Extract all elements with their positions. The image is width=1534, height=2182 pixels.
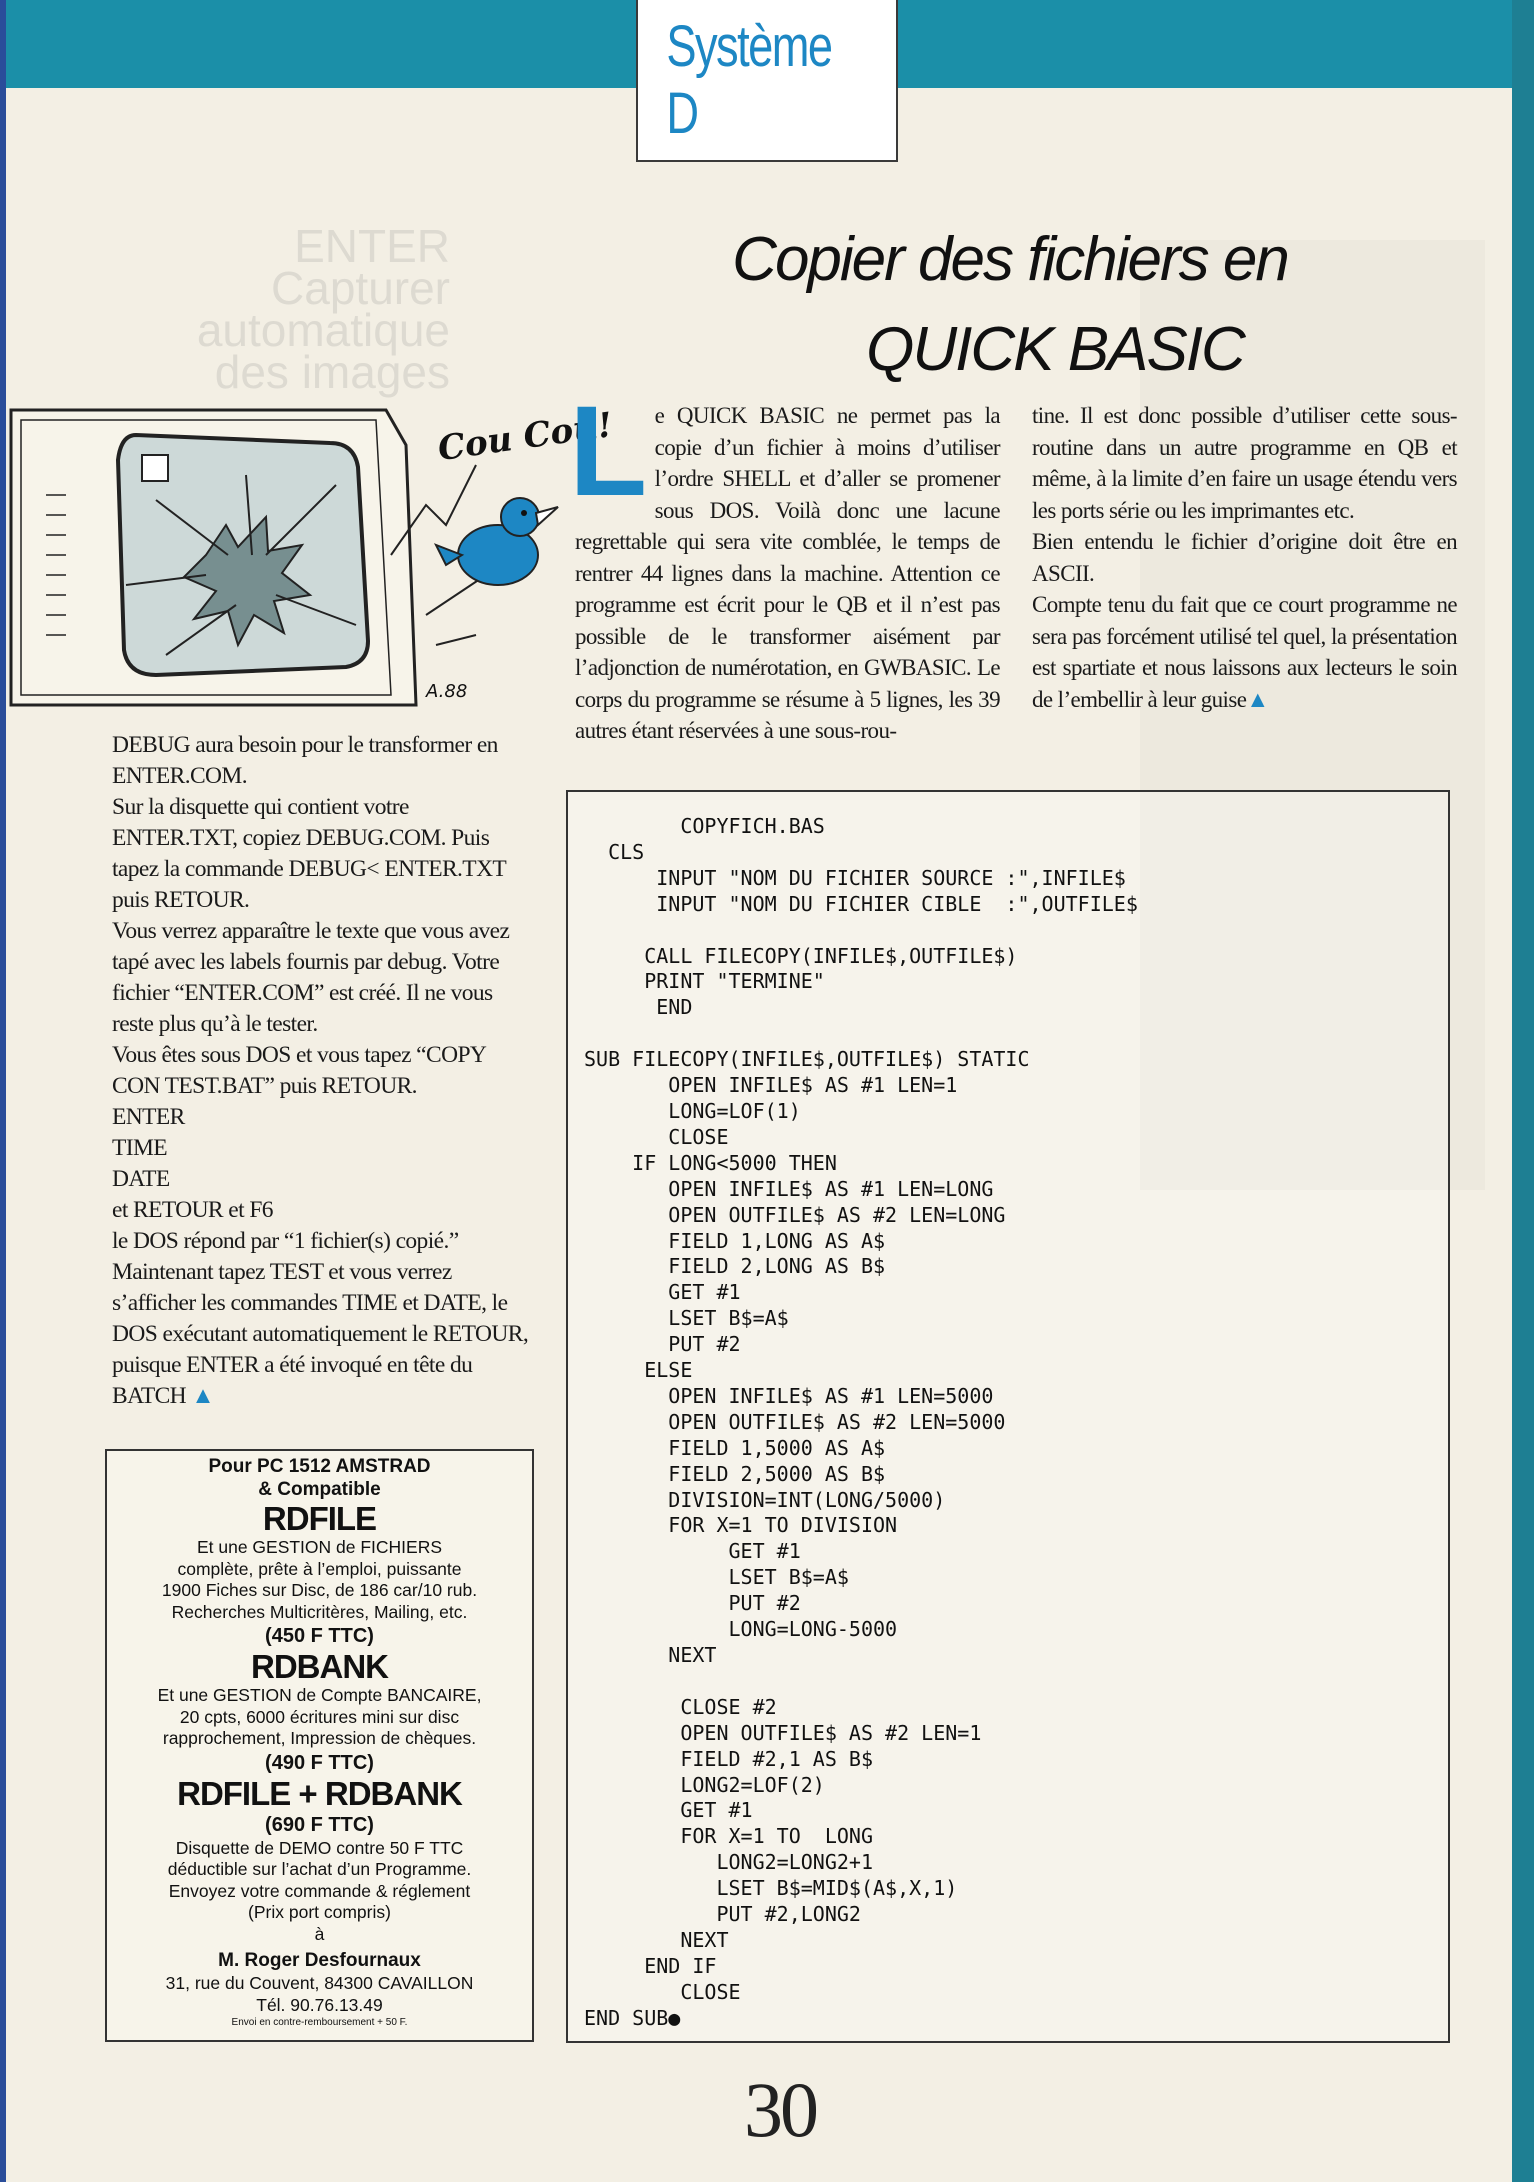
ad-text: Et une GESTION de FICHIERS bbox=[196, 1537, 443, 1557]
ad-price: (690 F TTC) bbox=[265, 1813, 374, 1836]
article-title bbox=[580, 215, 1440, 395]
ad-bundle-name: RDFILE + RDBANK bbox=[177, 1774, 462, 1812]
command-line: DATE bbox=[112, 1166, 170, 1192]
article-intro-continued bbox=[1032, 400, 1457, 715]
command-line: TIME bbox=[112, 1135, 168, 1161]
command-line: et RETOUR et F6 bbox=[112, 1197, 273, 1223]
end-mark-icon: ▲ bbox=[1246, 686, 1269, 712]
ad-text: (Prix port compris) bbox=[248, 1902, 391, 1922]
ad-text: 20 cpts, 6000 écritures mini sur disc bbox=[179, 1706, 460, 1727]
ad-footnote: Envoi en contre-remboursement + 50 F. bbox=[231, 2017, 408, 2028]
ad-header: & Compatible bbox=[258, 1479, 381, 1500]
artist-signature: A.88 bbox=[426, 681, 468, 702]
section-title: Système D bbox=[666, 14, 832, 146]
bleed-through-text bbox=[150, 220, 450, 405]
title-line-1: Copier des fichiers en bbox=[732, 225, 1288, 294]
end-mark-icon: ▲ bbox=[191, 1383, 214, 1409]
ad-address: 31, rue du Couvent, 84300 CAVAILLON bbox=[165, 1973, 474, 1993]
ad-product-name: RDFILE bbox=[262, 1500, 377, 1537]
left-edge-stripe bbox=[0, 0, 6, 2182]
right-color-bar bbox=[1512, 0, 1534, 2182]
paragraph: le DOS répond par “1 fichier(s) copié.” bbox=[112, 1228, 459, 1254]
paragraph: tine. Il est donc possible d’utiliser cette sous-routine dans un autre programme en QB et même, à la limite d’en faire un usage étendu vers les ports série ou les imprimantes etc. bbox=[1032, 403, 1457, 523]
page-number: 30 bbox=[744, 2066, 816, 2153]
ad-text: Envoyez votre commande & réglement bbox=[168, 1880, 471, 1901]
ad-header: Pour PC 1512 AMSTRAD bbox=[208, 1456, 431, 1477]
paragraph: Vous verrez apparaître le texte que vous avez tapé avec les labels fournis par debug. Votre fichier “ENTER.COM” est créé. Il ne vous reste plus qu’à le tester. bbox=[112, 918, 510, 1037]
ad-text: Disquette de DEMO contre 50 F TTC bbox=[175, 1837, 464, 1858]
ad-text: Et une GESTION de Compte BANCAIRE, bbox=[157, 1685, 482, 1705]
paragraph: Bien entendu le fichier d’origine doit être en ASCII. bbox=[1032, 529, 1457, 586]
ad-text: déductible sur l’achat d’un Programme. bbox=[167, 1859, 472, 1879]
intro-text: e QUICK BASIC ne permet pas la copie d’un fichier à moins d’utiliser l’ordre SHELL et d’aller se promener sous DOS. Voilà donc une lacune regrettable qui sera vite comblée, le temps de rentrer 44 lignes dans la machine. Attention ce programme est écrit pour le QB et il n’est pas possible de le transformer aisément par l’adjonction de numérotation, en GWBASIC. Le corps du programme se résume à 5 lignes, les 39 autres étant réservées à une sous-rou- bbox=[575, 403, 1000, 743]
ad-price: (490 F TTC) bbox=[265, 1751, 374, 1774]
advertisement-box bbox=[105, 1449, 534, 2042]
ad-text: à bbox=[314, 1923, 325, 1944]
ad-text: Recherches Multicritères, Mailing, etc. bbox=[171, 1601, 468, 1622]
ghost-line: ENTER bbox=[294, 220, 450, 272]
ad-text: 1900 Fiches sur Disc, de 186 car/10 rub. bbox=[161, 1580, 478, 1600]
ad-text: complète, prête à l’emploi, puissante bbox=[177, 1558, 462, 1579]
paragraph: Vous êtes sous DOS et vous tapez “COPY CON TEST.BAT” puis RETOUR. bbox=[112, 1042, 486, 1099]
ad-price: (450 F TTC) bbox=[265, 1625, 374, 1647]
cartoon-illustration bbox=[6, 405, 615, 715]
ghost-line: des images bbox=[214, 346, 450, 398]
ad-text: rapprochement, Impression de chèques. bbox=[162, 1728, 477, 1748]
code-listing-box bbox=[566, 790, 1450, 2043]
left-column-text bbox=[112, 730, 532, 1412]
ad-phone: Tél. 90.76.13.49 bbox=[256, 1994, 383, 2015]
ghost-line: Capturer bbox=[271, 262, 450, 314]
ad-contact-name: M. Roger Desfournaux bbox=[218, 1950, 421, 1971]
code-listing: COPYFICH.BAS CLS INPUT "NOM DU FICHIER SOURCE :",INFILE$ INPUT "NOM DU FICHIER CIBLE :",OUTFILE$ CALL FILECOPY(INFILE$,OUTFILE$) PRINT "TERMINE" END SUB FILECOPY(INFILE$,OUTFILE$) STATIC OPEN INFILE$ AS #1 LEN=1 LONG=LOF(1) CLOSE IF LONG<5000 THEN OPEN INFILE$ AS #1 LEN=LONG OPEN OUTFILE$ AS #2 LEN=LONG FIELD 1,LONG AS A$ FIELD 2,LONG AS B$ GET #1 LSET B$=A$ PUT #2 ELSE OPEN INFILE$ AS #1 LEN=5000 OPEN OUTFILE$ AS #2 LEN=5000 FIELD 1,5000 AS A$ FIELD 2,5000 AS B$ DIVISION=INT(LONG/5000) FOR X=1 TO DIVISION GET #1 LSET B$=A$ PUT #2 LONG=LONG-5000 NEXT CLOSE #2 OPEN OUTFILE$ AS #2 LEN=1 FIELD #2,1 AS B$ LONG2=LOF(2) GET #1 FOR X=1 TO LONG LONG2=LONG2+1 LSET B$=MID$(A$,X,1) PUT #2,LONG2 NEXT END IF CLOSE END SUB● bbox=[584, 814, 1138, 2030]
paragraph: Sur la disquette qui contient votre ENTER.TXT, copiez DEBUG.COM. Puis tapez la commande DEBUG< ENTER.TXT puis RETOUR. bbox=[112, 794, 506, 913]
paragraph: Compte tenu du fait que ce court programme ne sera pas forcément utilisé tel quel, la présentation est spartiate et nous laissons aux lecteurs le soin de l’embellir à leur guise▲ bbox=[1032, 592, 1457, 712]
section-tab bbox=[636, 0, 898, 162]
command-line: ENTER bbox=[112, 1104, 185, 1130]
paragraph: Maintenant tapez TEST et vous verrez s’afficher les commandes TIME et DATE, le DOS exécutant automatiquement le RETOUR, puisque ENTER a été invoqué en tête du BATCH ▲ bbox=[112, 1259, 529, 1409]
ghost-line: automatique bbox=[196, 304, 450, 356]
cartoon-caption: Cou Cou! bbox=[435, 405, 615, 470]
article-intro bbox=[569, 380, 1000, 747]
paragraph: DEBUG aura besoin pour le transformer en ENTER.COM. bbox=[112, 732, 498, 789]
title-line-2: QUICK BASIC bbox=[866, 315, 1244, 384]
ad-product-name: RDBANK bbox=[251, 1648, 388, 1685]
bird-icon bbox=[436, 498, 558, 585]
drop-cap: L bbox=[569, 380, 647, 523]
